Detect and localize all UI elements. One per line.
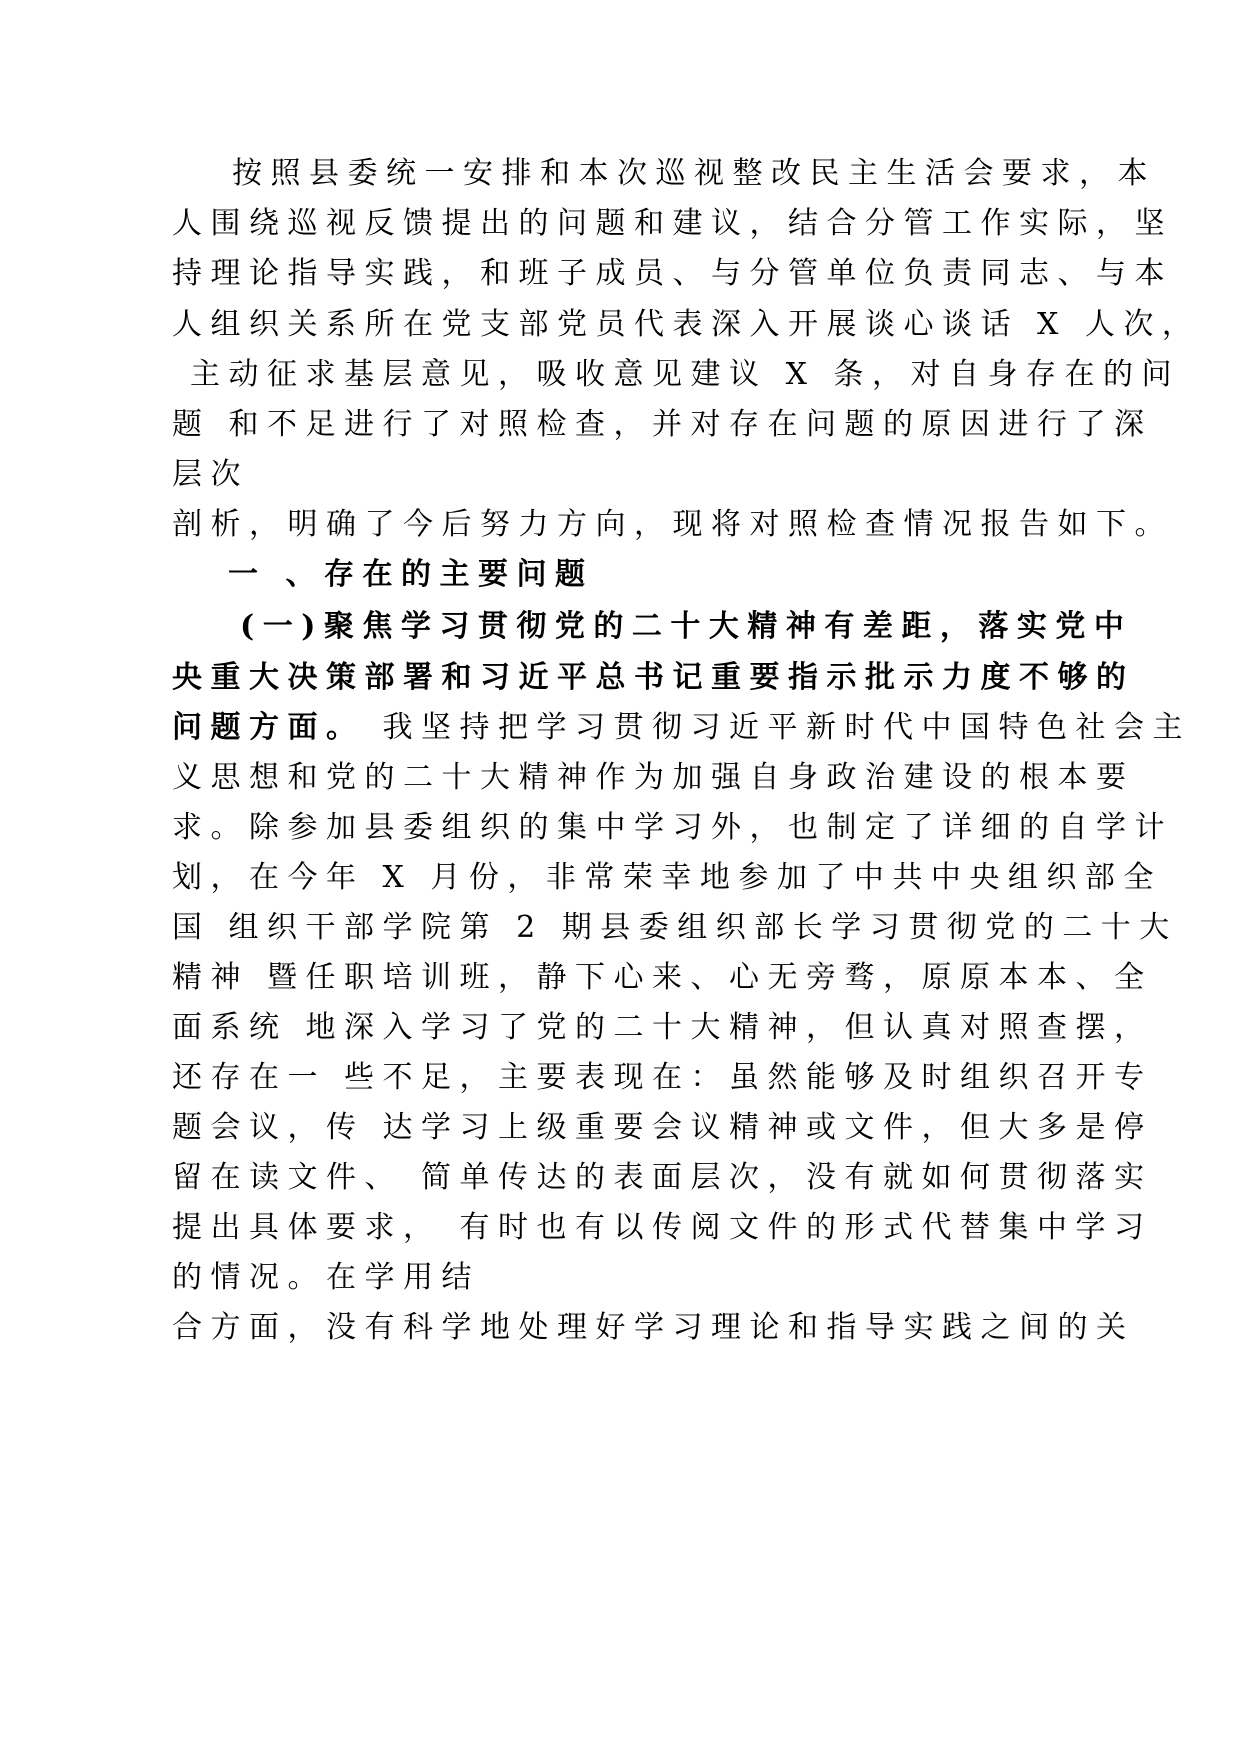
paragraph-line: 划，在今年 X 月份，非常荣幸地参加了中共中央组织部全 bbox=[172, 860, 1162, 895]
subsection-heading-end: 问题方面。 bbox=[172, 710, 365, 745]
paragraph-line: 人组织关系所在党支部党员代表深入开展谈心谈话 X 人次， bbox=[172, 307, 1201, 342]
paragraph-line: 提出具体要求， 有时也有以传阅文件的形式代替集中学习 bbox=[172, 1210, 1153, 1245]
paragraph-line: 义思想和党的二十大精神作为加强自身政治建设的根本要 bbox=[172, 760, 1135, 795]
subsection-heading-line: (一)聚焦学习贯彻党的二十大精神有差距，落实党中 bbox=[240, 609, 1133, 644]
paragraph-line: 层次 bbox=[172, 457, 249, 492]
paragraph-text: 我坚持把学习贯彻习近平新时代中国特色社会主 bbox=[364, 710, 1192, 745]
subsection-heading-line: 央重大决策部署和习近平总书记重要指示批示力度不够的 bbox=[172, 660, 1135, 695]
paragraph-line: 还存在一 些不足，主要表现在：虽然能够及时组织召开专 bbox=[172, 1060, 1153, 1095]
paragraph-line: 精神 暨任职培训班，静下心来、心无旁骛，原原本本、全 bbox=[172, 960, 1153, 995]
paragraph-line: 求。除参加县委组织的集中学习外，也制定了详细的自学计 bbox=[172, 810, 1173, 845]
paragraph-line: 留在读文件、 简单传达的表面层次，没有就如何贯彻落实 bbox=[172, 1160, 1153, 1195]
paragraph-line: 国 组织干部学院第 2 期县委组织部长学习贯彻党的二十大 bbox=[172, 910, 1178, 945]
paragraph-line: 按照县委统一安排和本次巡视整改民主生活会要求，本 bbox=[232, 156, 1156, 191]
paragraph-line: 主动征求基层意见，吸收意见建议 X 条，对自身存在的问 bbox=[172, 357, 1180, 392]
paragraph-line: 人围绕巡视反馈提出的问题和建议，结合分管工作实际，坚 bbox=[172, 206, 1173, 241]
section-heading: 一 、存在的主要问题 bbox=[228, 557, 594, 592]
paragraph-line: 剖析，明确了今后努力方向，现将对照检查情况报告如下。 bbox=[172, 507, 1173, 542]
paragraph-line: 合方面，没有科学地处理好学习理论和指导实践之间的关 bbox=[172, 1310, 1135, 1345]
paragraph-line: 持理论指导实践，和班子成员、与分管单位负责同志、与本 bbox=[172, 256, 1173, 291]
subsection-heading-line bbox=[172, 708, 1191, 748]
paragraph-line: 面系统 地深入学习了党的二十大精神，但认真对照查摆， bbox=[172, 1010, 1153, 1045]
paragraph-line: 的情况。在学用结 bbox=[172, 1260, 480, 1295]
paragraph-line: 题 和不足进行了对照检查，并对存在问题的原因进行了深 bbox=[172, 407, 1153, 442]
paragraph-line: 题会议，传 达学习上级重要会议精神或文件，但大多是停 bbox=[172, 1110, 1153, 1145]
